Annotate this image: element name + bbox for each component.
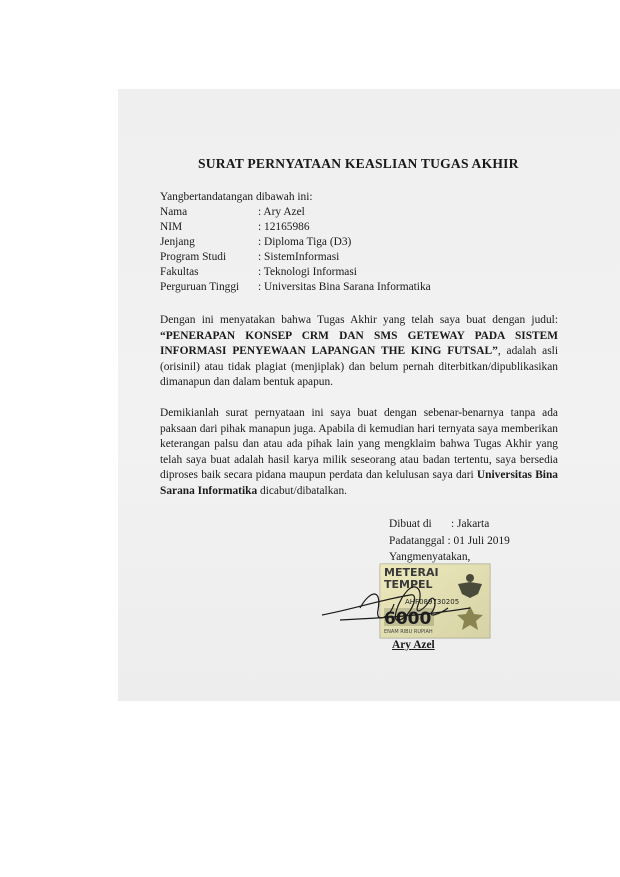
field-label-jenjang: Jenjang: [160, 236, 195, 248]
declarant-label: Yangmenyatakan,: [389, 551, 471, 563]
closing-text: Demikianlah surat pernyataan ini saya buat dengan sebenar-benarnya tanpa ada paksaan dari pihak manapun juga. Apabila di kemudian hari ternyata saya memberikan keterangan palsu dan atau ada pihak lain yang mengklaim bahwa Tugas Akhir yang telah saya buat adalah hasil karya milik seseorang atau badan tertentu, saya bersedia diproses baik secara pidana maupun perdata dan kelulusan saya dari: [160, 407, 558, 482]
stamp-line1: METERAI: [384, 566, 439, 579]
intro-line: Yangbertandatangan dibawah ini:: [160, 191, 313, 203]
closing-paragraph: [160, 406, 558, 500]
field-label-program-studi: Program Studi: [160, 251, 227, 263]
field-label-perguruan-tinggi: Perguruan Tinggi: [160, 281, 240, 293]
document-title: SURAT PERNYATAAN KEASLIAN TUGAS AKHIR: [198, 156, 519, 171]
signer-name: Ary Azel: [392, 639, 435, 651]
field-label-fakultas: Fakultas: [160, 266, 199, 278]
stamp-line2: TEMPEL: [384, 578, 433, 591]
date-line: Padatanggal : 01 Juli 2019: [389, 535, 510, 547]
field-value-program-studi: : SistemInformasi: [258, 251, 340, 263]
field-label-nim: NIM: [160, 221, 183, 233]
signature-and-stamp: [320, 560, 500, 640]
field-value-nim: : 12165986: [258, 221, 310, 233]
field-value-nama: : Ary Azel: [258, 206, 305, 218]
statement-rest: , adalah asli (orisinil) atau tidak plagiat (menjiplak) dan belum pernah diterbitkan/dipublikasikan dimanapun dan dalam bentuk apapun.: [160, 345, 558, 389]
stamp-serial: AHF089730205: [405, 598, 460, 606]
closing-tail: dicabut/dibatalkan.: [260, 484, 347, 497]
place-value: : Jakarta: [451, 518, 490, 530]
field-value-fakultas: : Teknologi Informasi: [258, 266, 357, 278]
stamp-amount: 6000: [384, 609, 432, 629]
place-label: Dibuat di: [389, 518, 432, 530]
thesis-title: “PENERAPAN KONSEP CRM DAN SMS GETEWAY PADA SISTEM INFORMASI PENYEWAAN LAPANGAN THE KING FUTSAL”: [160, 329, 558, 358]
field-label-nama: Nama: [160, 206, 188, 218]
stamp-graphic: [320, 560, 500, 640]
stamp-caption: ENAM RIBU RUPIAH: [384, 629, 433, 635]
statement-paragraph: [160, 313, 558, 391]
field-value-jenjang: : Diploma Tiga (D3): [258, 236, 352, 248]
institution-name: Universitas Bina Sarana Informatika: [160, 469, 558, 497]
field-value-perguruan-tinggi: : Universitas Bina Sarana Informatika: [258, 281, 431, 293]
statement-lead: Dengan ini menyatakan bahwa Tugas Akhir yang telah saya buat dengan judul:: [160, 314, 558, 326]
